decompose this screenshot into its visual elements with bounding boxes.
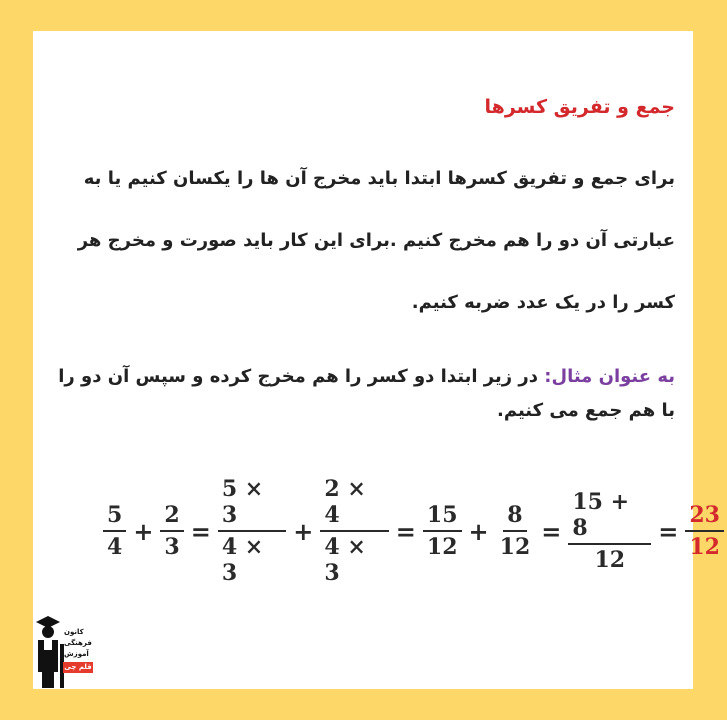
fraction-8-12: $\frac{8}{12}$	[499, 502, 531, 560]
plus-sign: +	[468, 516, 489, 546]
page-title: جمع و تفریق کسرها	[484, 96, 675, 118]
fraction-expanded-1: $\frac{5 \times 3}{4 \times 3}$	[218, 476, 286, 586]
fraction-15-12: $\frac{15}{12}$	[423, 502, 462, 560]
equals-sign: =	[541, 516, 562, 546]
logo-line-1: کانون	[64, 628, 84, 636]
logo-badge: قلم چی	[64, 663, 92, 671]
equals-sign: =	[190, 516, 211, 546]
fraction-5-4: $\frac{5}{4}$	[103, 502, 126, 560]
intro-paragraph: برای جمع و تفریق کسرها ابتدا باید مخرج آن ها را یکسان کنیم یا به عبارتی آن دو را هم مخرج کنیم .برای این کار باید صورت و مخرج هر کسر را در یک عدد ضربه کنیم.	[77, 168, 675, 313]
logo-line-3: آموزش	[64, 650, 89, 658]
plus-sign: +	[293, 516, 314, 546]
logo-line-2: فرهنگی	[64, 639, 92, 647]
equals-sign: =	[658, 516, 679, 546]
example-text: در زیر ابتدا دو کسر را هم مخرج کرده و سپس آن دو را با هم جمع می کنیم.	[58, 366, 675, 421]
fraction-expanded-2: $\frac{2 \times 4}{4 \times 3}$	[320, 476, 388, 586]
example-paragraph	[55, 360, 675, 428]
example-label: به عنوان مثال:	[544, 366, 675, 387]
result-fraction: $\frac{23}{12}$	[685, 502, 724, 560]
equals-sign: =	[395, 516, 416, 546]
fraction-sum: $\frac{15 + 8}{12}$	[568, 489, 651, 573]
plus-sign: +	[133, 516, 154, 546]
fraction-equation	[100, 476, 727, 586]
fraction-2-3: $\frac{2}{3}$	[160, 502, 183, 560]
